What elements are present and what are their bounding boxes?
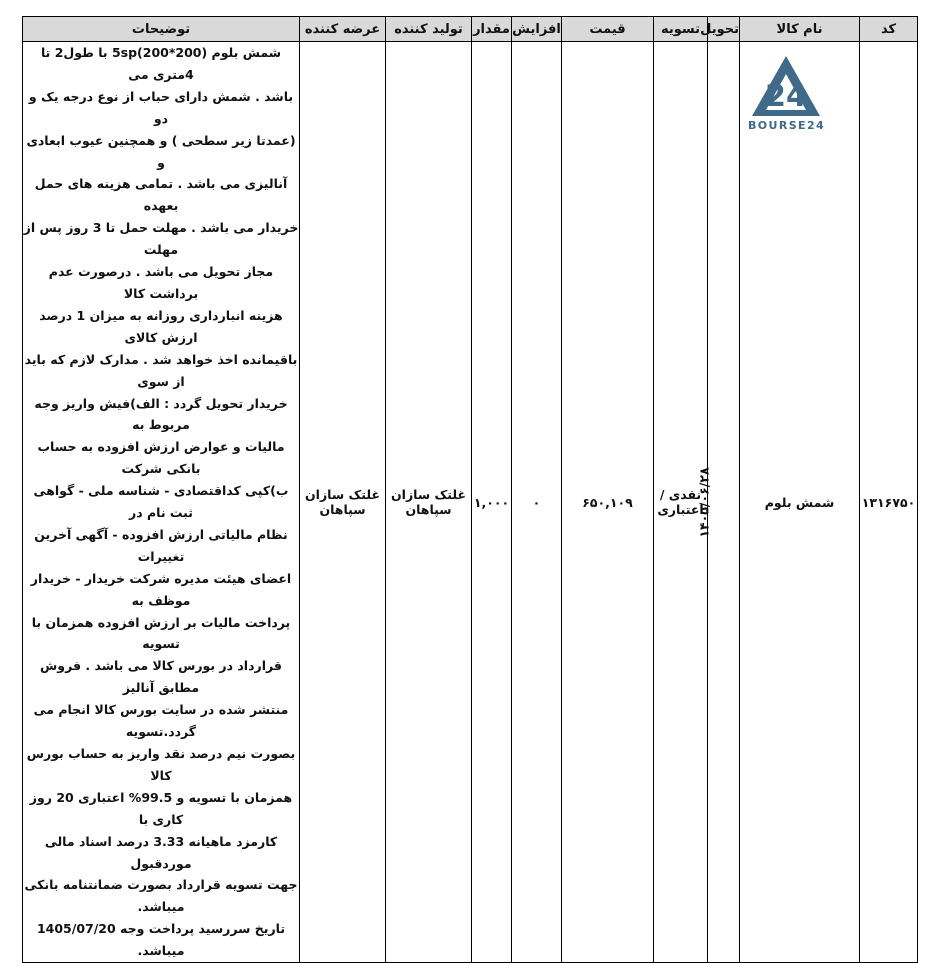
description-line: بصورت نیم درصد نقد واریز به حساب بورس کالا <box>26 746 296 783</box>
description-line: هزینه انبارداری روزانه به میزان 1 درصد ارزش کالای <box>39 307 283 345</box>
description-line: همزمان با تسویه و 99.5% اعتباری 20 روز کاری با <box>29 789 293 827</box>
svg-text:24: 24 <box>765 79 807 114</box>
description-line: باقیمانده اخذ خواهد شد . مدارک لازم که باید از سوی <box>24 351 298 389</box>
description-line: نظام مالیاتی ارزش افزوده - آگهی آخرین تغییرات <box>34 526 288 564</box>
header-product-name: نام کالا <box>740 17 860 42</box>
cell-supplier: غلتک سازان سپاهان <box>300 42 386 963</box>
description-line: مالیات و عوارض ارزش افزوده به حساب بانکی شرکت <box>37 439 285 477</box>
description-line: تاریخ سررسید پرداخت وجه 1405/07/20 میباشد. <box>36 921 286 959</box>
header-increase: افزایش <box>512 17 562 42</box>
product-table-wrapper <box>22 16 918 963</box>
logo-wordmark: BOURSE24 <box>748 119 826 132</box>
header-code: کد <box>860 17 918 42</box>
cell-price: ۶۵۰,۱۰۹ <box>562 42 654 963</box>
cell-product-name: شمش بلوم <box>740 42 860 963</box>
header-price: قیمت <box>562 17 654 42</box>
description-line: مجاز تحویل می باشد . درصورت عدم برداشت کالا <box>48 264 274 301</box>
delivery-date: ۱۴۰۵/۰۶/۲۸ <box>696 466 712 538</box>
product-table <box>22 16 918 963</box>
header-quantity: مقدار <box>472 17 512 42</box>
cell-description <box>23 42 300 963</box>
header-supplier: عرضه کننده <box>300 17 386 42</box>
cell-code: ۱۳۱۶۷۵۰ <box>860 42 918 963</box>
header-description: توضیحات <box>23 17 300 42</box>
description-line: قرارداد در بورس کالا می باشد . فروش مطابق آنالیز <box>40 658 282 696</box>
header-delivery: تحویل <box>708 17 740 42</box>
cell-increase: ۰ <box>512 42 562 963</box>
cell-quantity: ۱,۰۰۰ <box>472 42 512 963</box>
bourse24-logo <box>748 52 824 134</box>
description-line: ب)کپی کداقتصادی - شناسه ملی - گواهی ثبت نام در <box>33 483 289 521</box>
cell-producer: غلتک سازان سپاهان <box>386 42 472 963</box>
header-producer: تولید کننده <box>386 17 472 42</box>
cell-settlement: نقدی / اعتباری <box>654 42 708 963</box>
description-line: شمش بلوم 5sp(200*200) با طول2 تا 4متری می <box>40 45 282 82</box>
description-line: کارمزد ماهیانه 3.33 درصد اسناد مالی موردقبول <box>44 833 278 871</box>
header-row <box>23 17 918 42</box>
table-row <box>23 42 918 963</box>
description-line: خریدار می باشد . مهلت حمل تا 3 روز پس از مهلت <box>23 220 299 258</box>
header-settlement: تسویه <box>654 17 708 42</box>
description-line: باشد . شمش دارای حباب از نوع درجه یک و دو <box>28 88 294 126</box>
description-line: جهت تسویه قرارداد بصورت ضمانتنامه بانکی میباشد. <box>24 877 298 915</box>
description-line: آنالیزی می باشد . تمامی هزینه های حمل بعهده <box>34 176 288 214</box>
description-line: پرداخت مالیات بر ارزش افزوده همزمان با تسویه <box>31 614 291 652</box>
description-line: خریدار تحویل گردد : الف)فیش واریز وجه مربوط به <box>34 395 288 433</box>
description-line: (عمدتا زیر سطحی ) و همچنین عیوب ابعادی و <box>26 132 296 170</box>
bourse24-logo-icon <box>748 52 824 118</box>
description-line: منتشر شده در سایت بورس کالا انجام می گردد.تسویه <box>33 702 289 740</box>
description-line: اعضای هیئت مدیره شرکت خریدار - خریدار موظف به <box>30 570 292 608</box>
cell-delivery <box>696 42 740 963</box>
